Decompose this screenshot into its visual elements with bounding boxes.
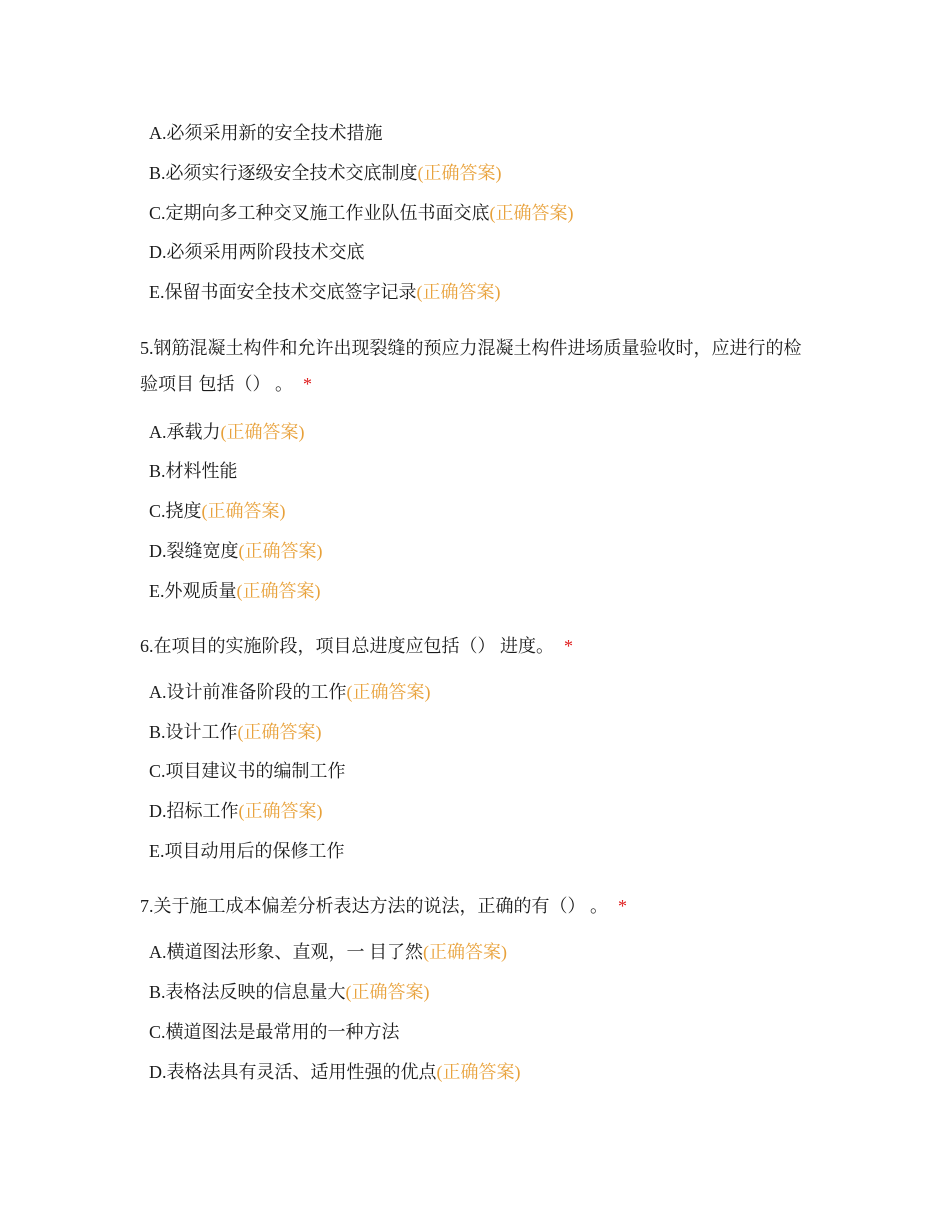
option-item <box>149 720 322 744</box>
option-text: B.必须实行逐级安全技术交底制度 <box>149 163 418 183</box>
option-text: A.必须采用新的安全技术措施 <box>149 123 383 143</box>
option-item <box>149 680 431 704</box>
option-text: D.必须采用两阶段技术交底 <box>149 242 365 262</box>
option-text: D.招标工作 <box>149 801 239 821</box>
option-item <box>149 1060 521 1084</box>
option-text: D.表格法具有灵活、适用性强的优点 <box>149 1062 437 1082</box>
option-text: C.横道图法是最常用的一种方法 <box>149 1022 400 1042</box>
required-asterisk: * <box>618 896 627 916</box>
correct-answer-marker: (正确答案) <box>236 581 321 601</box>
required-asterisk: * <box>303 374 312 394</box>
option-item <box>149 240 365 264</box>
option-item <box>149 940 507 964</box>
option-text: D.裂缝宽度 <box>149 541 239 561</box>
option-text: E.保留书面安全技术交底签字记录 <box>149 282 417 302</box>
option-item <box>149 201 574 225</box>
option-item <box>149 420 305 444</box>
option-item <box>149 280 501 304</box>
option-item <box>149 459 238 483</box>
option-text: C.项目建议书的编制工作 <box>149 761 346 781</box>
option-item <box>149 499 286 523</box>
option-text: B.设计工作 <box>149 722 238 742</box>
option-text: C.定期向多工种交叉施工作业队伍书面交底 <box>149 203 490 223</box>
option-text: A.横道图法形象、直观，一 目了然 <box>149 942 423 962</box>
question-text: 7.关于施工成本偏差分析表达方法的说法，正确的有（） 。 <box>140 896 608 916</box>
correct-answer-marker: (正确答案) <box>220 422 305 442</box>
correct-answer-marker: (正确答案) <box>238 801 323 821</box>
option-item <box>149 539 323 563</box>
correct-answer-marker: (正确答案) <box>416 282 501 302</box>
option-item <box>149 839 345 863</box>
correct-answer-marker: (正确答案) <box>238 541 323 561</box>
question-text: 5.钢筋混凝土构件和允许出现裂缝的预应力混凝土构件进场质量验收时，应进行的检验项目 包括（） 。 <box>140 338 802 394</box>
option-item <box>149 161 502 185</box>
option-item <box>149 1020 400 1044</box>
option-item <box>149 980 430 1004</box>
question-text: 6.在项目的实施阶段，项目总进度应包括（） 进度。 <box>140 636 554 656</box>
correct-answer-marker: (正确答案) <box>423 942 507 962</box>
option-item <box>149 759 346 783</box>
option-item <box>149 579 321 603</box>
option-text: C.挠度 <box>149 501 202 521</box>
correct-answer-marker: (正确答案) <box>436 1062 521 1082</box>
option-text: E.项目动用后的保修工作 <box>149 841 345 861</box>
option-text: A.设计前准备阶段的工作 <box>149 682 347 702</box>
correct-answer-marker: (正确答案) <box>237 722 322 742</box>
correct-answer-marker: (正确答案) <box>201 501 286 521</box>
correct-answer-marker: (正确答案) <box>417 163 502 183</box>
option-item <box>149 799 323 823</box>
question-title <box>140 628 820 664</box>
option-text: B.材料性能 <box>149 461 238 481</box>
question-title <box>140 330 810 402</box>
option-text: B.表格法反映的信息量大 <box>149 982 346 1002</box>
option-text: A.承载力 <box>149 422 221 442</box>
option-item <box>149 121 383 145</box>
correct-answer-marker: (正确答案) <box>346 682 431 702</box>
required-asterisk: * <box>564 636 573 656</box>
correct-answer-marker: (正确答案) <box>345 982 430 1002</box>
question-title <box>140 888 820 924</box>
correct-answer-marker: (正确答案) <box>489 203 574 223</box>
option-text: E.外观质量 <box>149 581 237 601</box>
